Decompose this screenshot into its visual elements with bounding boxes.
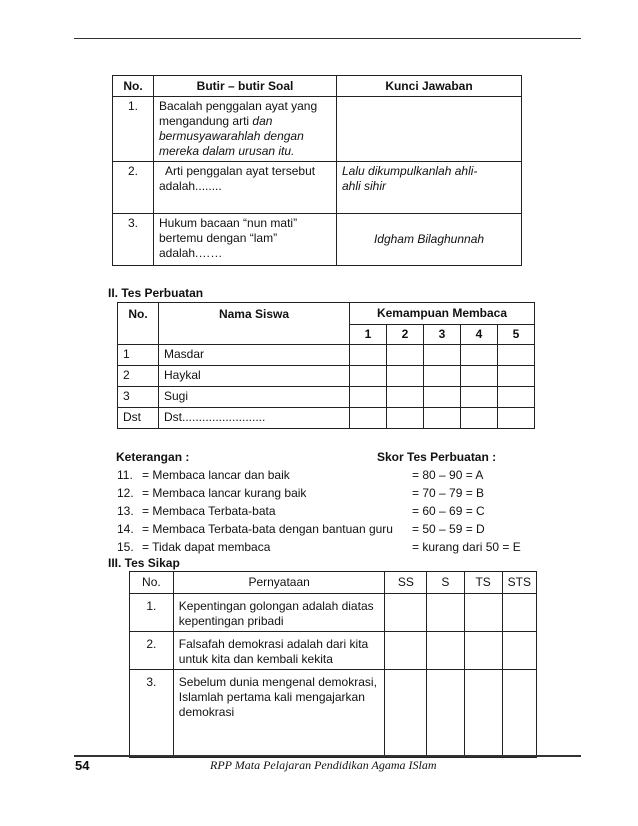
col-header-answer: Kunci Jawaban (337, 76, 522, 97)
score-cell (387, 366, 424, 387)
section-title-tes-perbuatan: II. Tes Perbuatan (108, 286, 204, 300)
table-row (118, 366, 535, 387)
row-number: 1. (113, 97, 154, 162)
rating-cell (427, 594, 464, 632)
score-cell (498, 408, 535, 429)
rating-cell (464, 670, 502, 758)
score-cell (350, 345, 387, 366)
col-header-question: Butir – butir Soal (154, 76, 337, 97)
score-header: 5 (498, 325, 535, 345)
answer-cell (337, 97, 522, 162)
page-number: 54 (75, 758, 90, 773)
col-header-s: S (427, 572, 464, 594)
score-cell (498, 366, 535, 387)
table-row (118, 408, 535, 429)
top-rule (74, 38, 581, 39)
student-no: 2 (118, 366, 159, 387)
score-cell (461, 366, 498, 387)
student-name: Haykal (159, 366, 350, 387)
score-cell (387, 345, 424, 366)
rating-cell (385, 670, 427, 758)
row-number: 3. (113, 214, 154, 266)
table-row (118, 345, 535, 366)
bottom-rule (74, 755, 581, 757)
score-header: 3 (424, 325, 461, 345)
score-cell (387, 408, 424, 429)
student-name: Sugi (159, 387, 350, 408)
footer-title: RPP Mata Pelajaran Pendidikan Agama ISlam (210, 758, 437, 772)
row-number: 2. (130, 632, 174, 670)
score-cell (498, 345, 535, 366)
student-name: Masdar (159, 345, 350, 366)
row-number: 3. (130, 670, 174, 758)
score-header: 1 (350, 325, 387, 345)
col-header-no: No. (118, 303, 159, 345)
statement-text: Kepentingan golongan adalah diatas kepentingan pribadi (173, 594, 385, 632)
score-cell (424, 366, 461, 387)
score-cell (424, 387, 461, 408)
answer-cell: Idgham Bilaghunnah (337, 214, 522, 266)
row-number: 1. (130, 594, 174, 632)
score-header: 2 (387, 325, 424, 345)
row-number: 2. (113, 162, 154, 214)
question-text: Arti penggalan ayat tersebut adalah........ (154, 162, 337, 214)
score-cell (424, 345, 461, 366)
section-title-tes-sikap: III. Tes Sikap (108, 556, 180, 570)
score-cell (461, 345, 498, 366)
rating-cell (464, 632, 502, 670)
student-no: 1 (118, 345, 159, 366)
rating-cell (385, 632, 427, 670)
statement-text: Sebelum dunia mengenal demokrasi, Islamlah pertama kali mengajarkan demokrasi (173, 670, 385, 758)
col-header-no: No. (130, 572, 174, 594)
score-cell (424, 408, 461, 429)
table-row (130, 594, 537, 632)
rating-cell (464, 594, 502, 632)
statement-text: Falsafah demokrasi adalah dari kita untuk kita dan kembali kekita (173, 632, 385, 670)
score-cell (498, 387, 535, 408)
keterangan-title: Keterangan : (116, 450, 190, 464)
rating-cell (502, 594, 536, 632)
rating-cell (502, 632, 536, 670)
score-header: 4 (461, 325, 498, 345)
col-header-ability: Kemampuan Membaca (350, 303, 535, 325)
answer-cell: Lalu dikumpulkanlah ahli- ahli sihir (337, 162, 522, 214)
rating-cell (427, 632, 464, 670)
question-text: Hukum bacaan “nun mati” bertemu dengan “lam” adalah.…… (154, 214, 337, 266)
score-cell (350, 387, 387, 408)
table-row (113, 97, 522, 162)
skor-title: Skor Tes Perbuatan : (377, 450, 497, 464)
table-row (113, 162, 522, 214)
rating-cell (502, 670, 536, 758)
col-header-name: Nama Siswa (159, 303, 350, 345)
table-row (118, 387, 535, 408)
reading-skill-table (117, 302, 535, 429)
score-cell (350, 366, 387, 387)
col-header-no: No. (113, 76, 154, 97)
rating-cell (385, 594, 427, 632)
col-header-statement: Pernyataan (173, 572, 385, 594)
student-name: Dst......................... (159, 408, 350, 429)
col-header-ts: TS (464, 572, 502, 594)
table-row (130, 632, 537, 670)
score-cell (387, 387, 424, 408)
col-header-sts: STS (502, 572, 536, 594)
score-cell (461, 387, 498, 408)
col-header-ss: SS (385, 572, 427, 594)
question-table (112, 75, 522, 266)
score-cell (350, 408, 387, 429)
student-no: Dst (118, 408, 159, 429)
rating-cell (427, 670, 464, 758)
question-text: Bacalah penggalan ayat yang mengandung arti dan bermusyawarahlah dengan mereka dalam urusan itu. (154, 97, 337, 162)
score-cell (461, 408, 498, 429)
table-row (113, 214, 522, 266)
table-row (130, 670, 537, 758)
student-no: 3 (118, 387, 159, 408)
attitude-table (129, 571, 537, 758)
